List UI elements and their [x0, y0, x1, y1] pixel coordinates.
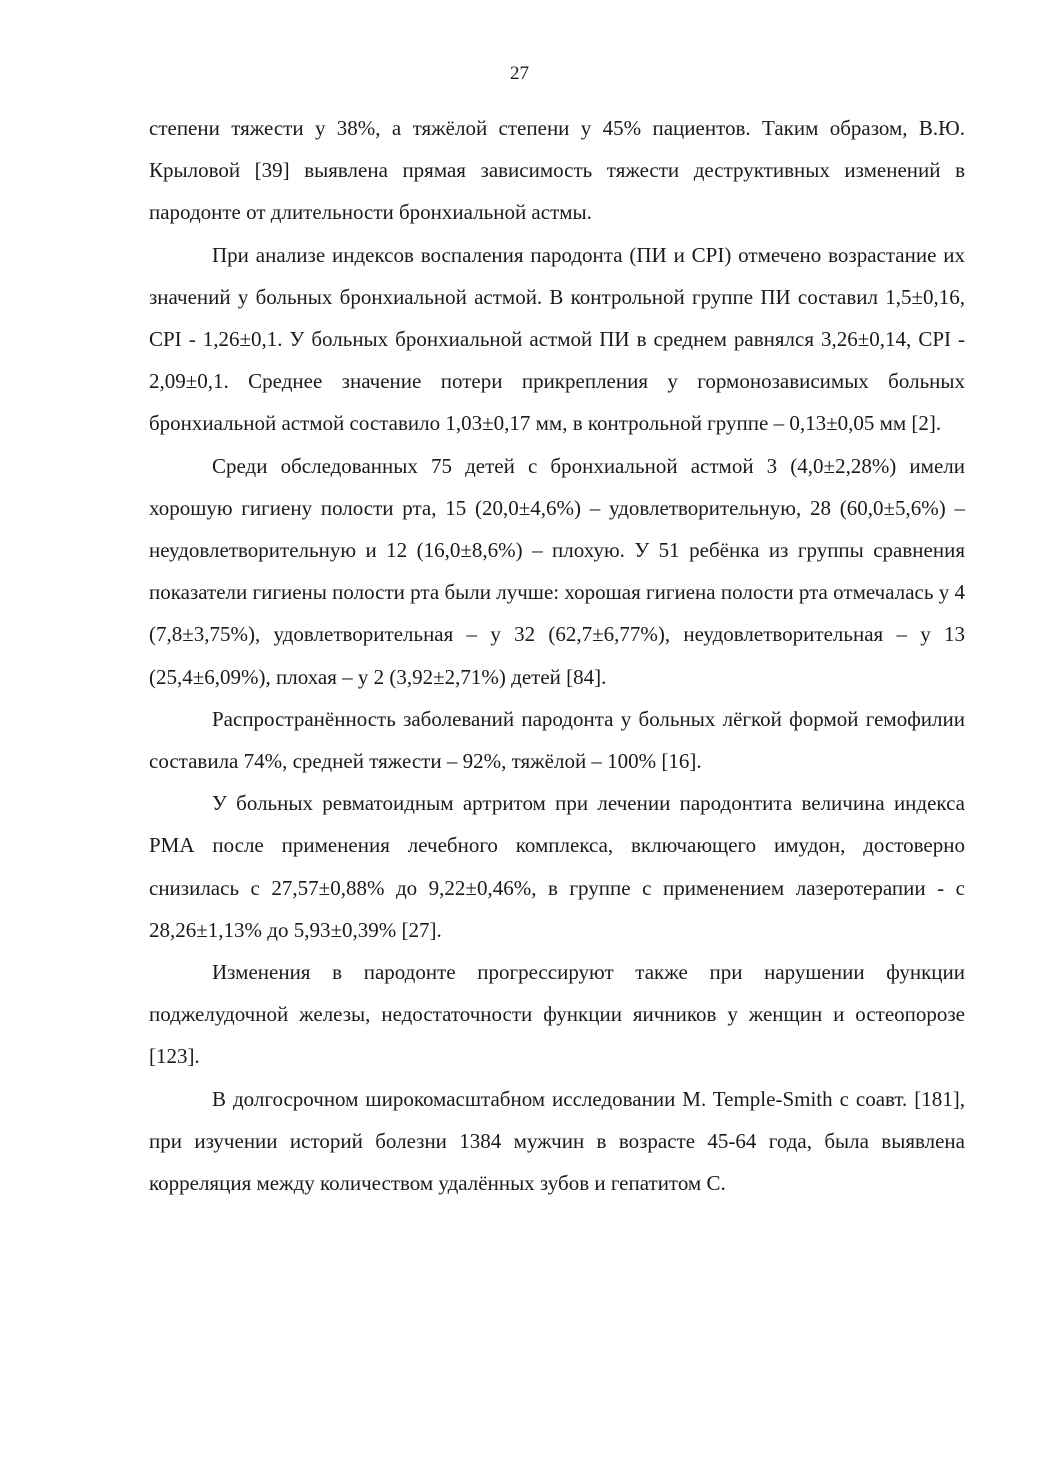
paragraph-7: В долгосрочном широкомасштабном исследовании M. Temple-Smith с соавт. [181], при изучении историй болезни 1384 мужчин в возрасте 45-64 года, была выявлена корреляция между количеством удалённых зубов и гепатитом С.: [149, 1086, 965, 1196]
body-text: [149, 107, 965, 1204]
paragraph-3: Среди обследованных 75 детей с бронхиальной астмой 3 (4,0±2,28%) имели хорошую гигиену полости рта, 15 (20,0±4,6%) – удовлетворительную, 28 (60,0±5,6%) – неудовлетворительную и 12 (16,0±8,6%) – плохую. У 51 ребёнка из группы сравнения показатели гигиены полости рта были лучше: хорошая гигиена полости рта отмечалась у 4 (7,8±3,75%), удовлетворительная – у 32 (62,7±6,77%), неудовлетворительная – у 13 (25,4±6,09%), плохая – у 2 (3,92±2,71%) детей [84].: [149, 453, 965, 689]
page-number: 27: [510, 63, 529, 84]
paragraph-2: При анализе индексов воспаления пародонта (ПИ и CPI) отмечено возрастание их значений у больных бронхиальной астмой. В контрольной группе ПИ составил 1,5±0,16, CPI - 1,26±0,1. У больных бронхиальной астмой ПИ в среднем равнялся 3,26±0,14, CPI - 2,09±0,1. Среднее значение потери прикрепления у гормонозависимых больных бронхиальной астмой составило 1,03±0,17 мм, в контрольной группе – 0,13±0,05 мм [2].: [149, 242, 965, 436]
paragraph-6: Изменения в пародонте прогрессируют также при нарушении функции поджелудочной железы, недостаточности функции яичников у женщин и остеопорозе [123].: [149, 960, 965, 1069]
paragraph-4: Распространённость заболеваний пародонта у больных лёгкой формой гемофилии составила 74%, средней тяжести – 92%, тяжёлой – 100% [16].: [149, 706, 965, 774]
paragraph-1: степени тяжести у 38%, а тяжёлой степени у 45% пациентов. Таким образом, В.Ю. Крыловой [39] выявлена прямая зависимость тяжести деструктивных изменений в пародонте от длительности бронхиальной астмы.: [149, 116, 965, 225]
paragraph-5: У больных ревматоидным артритом при лечении пародонтита величина индекса РМА после применения лечебного комплекса, включающего имудон, достоверно снизилась с 27,57±0,88% до 9,22±0,46%, в группе с применением лазеротерапии - с 28,26±1,13% до 5,93±0,39% [27].: [149, 791, 965, 942]
